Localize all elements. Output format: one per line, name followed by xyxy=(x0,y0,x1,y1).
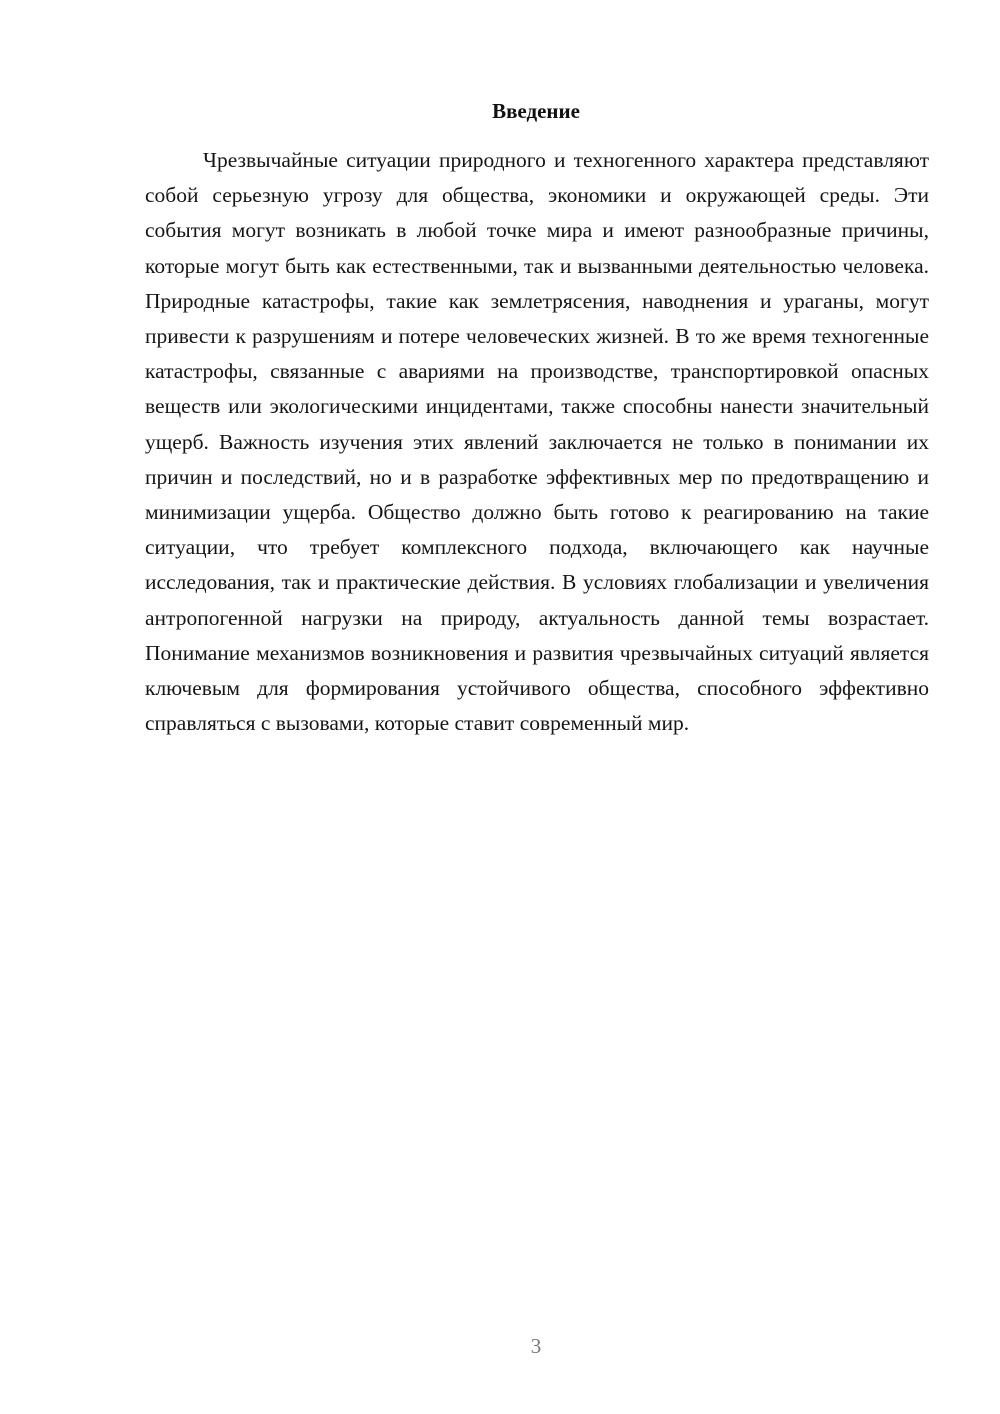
introduction-paragraph: Чрезвычайные ситуации природного и техногенного характера представляют собой серьезную угрозу для общества, экономики и окружающей среды. Эти события могут возникать в любой точке мира и имеют разнообразные причины, которые могут быть как естественными, так и вызванными деятельностью человека. Природные катастрофы, такие как землетрясения, наводнения и ураганы, могут привести к разрушениям и потере человеческих жизней. В то же время техногенные катастрофы, связанные с авариями на производстве, транспортировкой опасных веществ или экологическими инцидентами, также способны нанести значительный ущерб. Важность изучения этих явлений заключается не только в понимании их причин и последствий, но и в разработке эффективных мер по предотвращению и минимизации ущерба. Общество должно быть готово к реагированию на такие ситуации, что требует комплексного подхода, включающего как научные исследования, так и практические действия. В условиях глобализации и увеличения антропогенной нагрузки на природу, актуальность данной темы возрастает. Понимание механизмов возникновения и развития чрезвычайных ситуаций является ключевым для формирования устойчивого общества, способного эффективно справляться с вызовами, которые ставит современный мир. xyxy=(145,148,929,736)
page-title: Введение xyxy=(492,99,580,123)
page-number: 3 xyxy=(530,1334,542,1358)
